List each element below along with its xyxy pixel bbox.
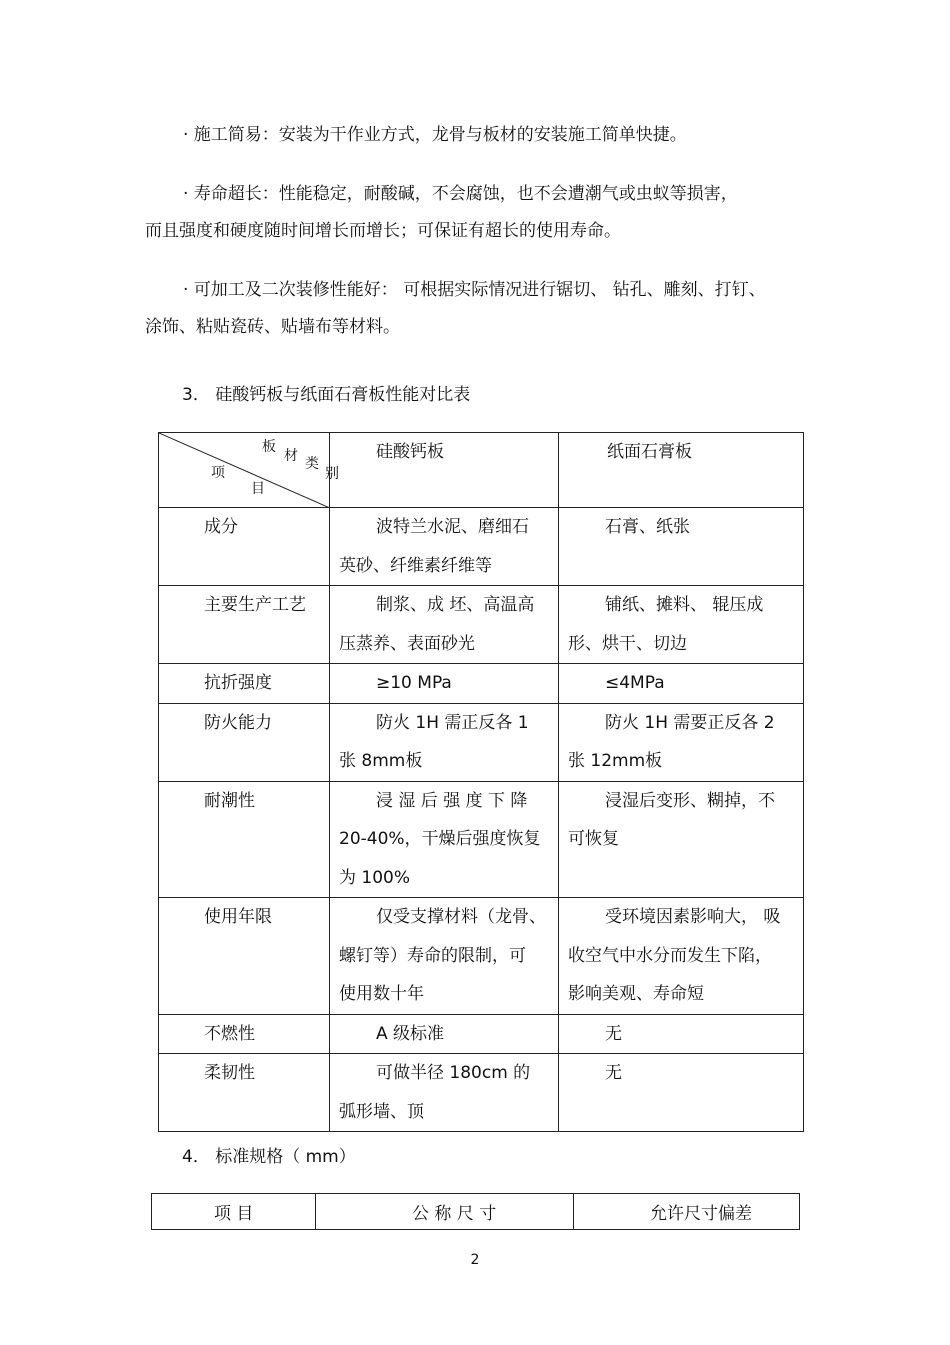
- row-item: 抗折强度: [159, 664, 330, 704]
- calcium-silicate-value: 制浆、成 坯、高温高 压蒸养、表面砂光: [330, 586, 559, 664]
- spec-header-tolerance: 允许尺寸偏差: [574, 1194, 800, 1230]
- diagonal-header-cell: [159, 433, 339, 508]
- diag-label: 项: [211, 465, 225, 481]
- row-item: 柔韧性: [159, 1054, 330, 1132]
- table-header-row: [159, 433, 804, 508]
- gypsum-value: 浸湿后变形、糊掉，不 可恢复: [559, 781, 804, 898]
- header-gypsum-board: 纸面石膏板: [559, 433, 804, 508]
- page-number: 2: [470, 1252, 480, 1268]
- spec-header-item: 项 目: [152, 1194, 316, 1230]
- calcium-silicate-value: A 级标准: [330, 1014, 559, 1054]
- table-row: [159, 1054, 804, 1132]
- spec-header-row: [152, 1194, 800, 1230]
- row-item: 耐潮性: [159, 781, 330, 898]
- paragraph-processing: · 可加工及二次装修性能好： 可根据实际情况进行锯切、 钻孔、雕刻、打钉、 涂饰、粘贴瓷砖、贴墙布等材料。: [145, 280, 766, 337]
- gypsum-value: 无: [559, 1014, 804, 1054]
- table-row: [159, 586, 804, 664]
- calcium-silicate-value: 可做半径 180cm 的 弧形墙、顶: [330, 1054, 559, 1132]
- diag-label: 目: [251, 481, 265, 497]
- table-row: [159, 898, 804, 1015]
- comparison-table: [158, 432, 804, 1132]
- paragraph-lifespan: · 寿命超长：性能稳定，耐酸碱，不会腐蚀，也不会遭潮气或虫蚁等损害， 而且强度和硬度随时间增长而增长；可保证有超长的使用寿命。: [145, 184, 738, 241]
- row-item: 不燃性: [159, 1014, 330, 1054]
- diag-label: 类: [305, 456, 319, 472]
- row-item: 防火能力: [159, 703, 330, 781]
- calcium-silicate-value: 浸 湿 后 强 度 下 降 20-40%，干燥后强度恢复 为 100%: [330, 781, 559, 898]
- spec-header-nominal-size: 公 称 尺 寸: [316, 1194, 574, 1230]
- paragraph-construction: · 施工简易：安装为干作业方式，龙骨与板材的安装施工简单快捷。: [183, 125, 687, 145]
- table-row: [159, 781, 804, 898]
- diag-label: 别: [325, 466, 339, 482]
- calcium-silicate-value: 防火 1H 需正反各 1 张 8mm板: [330, 703, 559, 781]
- gypsum-value: 无: [559, 1054, 804, 1132]
- table-row: [159, 664, 804, 704]
- gypsum-value: 防火 1H 需要正反各 2 张 12mm板: [559, 703, 804, 781]
- diag-label: 板: [262, 439, 276, 455]
- gypsum-value: 铺纸、摊料、 辊压成 形、烘干、切边: [559, 586, 804, 664]
- row-item: 成分: [159, 508, 330, 586]
- calcium-silicate-value: ≥10 MPa: [330, 664, 559, 704]
- row-item: 使用年限: [159, 898, 330, 1015]
- table-row: [159, 1014, 804, 1054]
- gypsum-value: ≤4MPa: [559, 664, 804, 704]
- row-item: 主要生产工艺: [159, 586, 330, 664]
- calcium-silicate-value: 仅受支撑材料（龙骨、 螺钉等）寿命的限制，可 使用数十年: [330, 898, 559, 1015]
- spec-table: [151, 1193, 800, 1230]
- calcium-silicate-value: 波特兰水泥、磨细石 英砂、纤维素纤维等: [330, 508, 559, 586]
- diag-label: 材: [284, 448, 298, 464]
- section-4-title: 4． 标准规格（ mm）: [182, 1147, 356, 1167]
- table-row: [159, 508, 804, 586]
- section-3-title: 3． 硅酸钙板与纸面石膏板性能对比表: [182, 385, 471, 405]
- gypsum-value: 石膏、纸张: [559, 508, 804, 586]
- gypsum-value: 受环境因素影响大， 吸 收空气中水分而发生下陷， 影响美观、寿命短: [559, 898, 804, 1015]
- header-calcium-silicate: 硅酸钙板: [330, 433, 559, 508]
- table-row: [159, 703, 804, 781]
